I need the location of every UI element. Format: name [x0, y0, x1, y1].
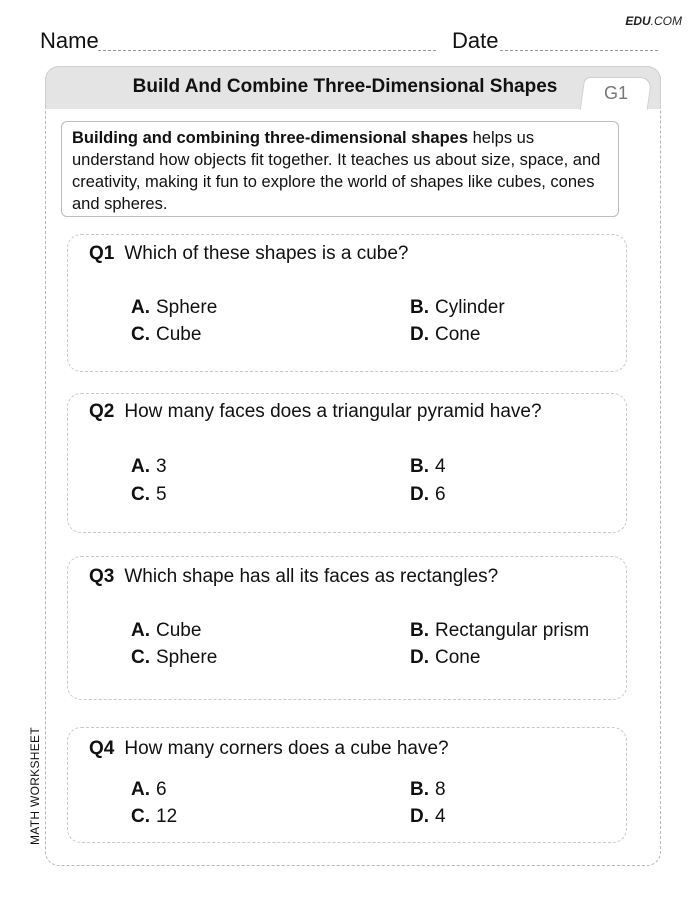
question-1: Q1 Which of these shapes is a cube? — [89, 243, 409, 264]
q2-option-b[interactable]: B. 4 — [410, 456, 446, 477]
q1-option-d[interactable]: D. Cone — [410, 324, 481, 345]
question-2: Q2 How many faces does a triangular pyramid have? — [89, 401, 542, 422]
date-line[interactable] — [500, 50, 658, 51]
q1-option-a[interactable]: A. Sphere — [131, 297, 218, 318]
q3-option-c[interactable]: C. Sphere — [131, 647, 218, 668]
q4-option-d[interactable]: D. 4 — [410, 806, 446, 827]
brand-logo: EDU.COM — [625, 14, 682, 28]
date-label: Date — [452, 28, 499, 53]
side-label: MATH WORKSHEET — [28, 727, 42, 845]
question-4: Q4 How many corners does a cube have? — [89, 738, 449, 759]
grade-label: G1 — [603, 83, 628, 103]
worksheet-title: Build And Combine Three-Dimensional Shapes — [132, 76, 558, 97]
intro-text: helps us understand how objects fit together. It teaches us about size, space, and creativity, making it fun to explore the world of shapes like cubes, cones and spheres. — [72, 129, 601, 213]
name-label: Name — [40, 28, 99, 53]
question-3: Q3 Which shape has all its faces as rectangles? — [89, 566, 499, 587]
q4-option-b[interactable]: B. 8 — [410, 779, 446, 800]
q3-option-d[interactable]: D. Cone — [410, 647, 481, 668]
q3-option-b[interactable]: B. Rectangular prism — [410, 620, 590, 641]
q4-option-a[interactable]: A. 6 — [131, 779, 167, 800]
q2-option-a[interactable]: A. 3 — [131, 456, 167, 477]
name-line[interactable] — [98, 50, 436, 51]
q3-option-a[interactable]: A. Cube — [131, 620, 202, 641]
intro-box — [61, 121, 619, 217]
q1-option-b[interactable]: B. Cylinder — [410, 297, 505, 318]
q2-option-d[interactable]: D. 6 — [410, 484, 446, 505]
q1-option-c[interactable]: C. Cube — [131, 324, 202, 345]
q4-option-c[interactable]: C. 12 — [131, 806, 178, 827]
intro-bold: Building and combining three-dimensional shapes — [72, 129, 469, 147]
q2-option-c[interactable]: C. 5 — [131, 484, 167, 505]
